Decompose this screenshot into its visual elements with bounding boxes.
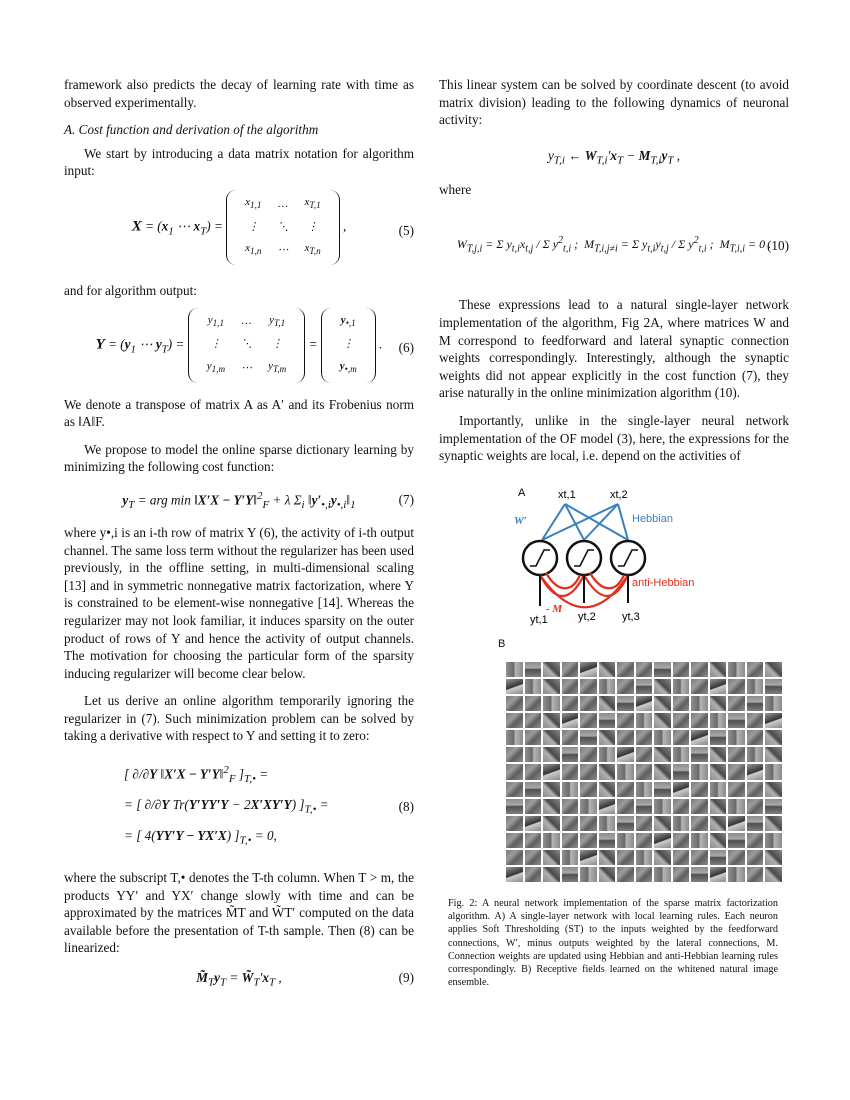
receptive-field-tile	[747, 833, 764, 848]
equation-number: (5)	[398, 223, 414, 239]
receptive-field-tile	[636, 850, 653, 865]
receptive-field-tile	[543, 799, 560, 814]
receptive-field-tile	[599, 867, 616, 882]
receptive-field-tile	[562, 764, 579, 779]
equation-5: $X = (x_1$ ⋯ $x_T$) = $x_{1,1}$ … $x_{T,1}$ ⋮ ⋱ ⋮ $x_{1,n}$ ⋯ $x_{T,n}$ , (5)	[64, 186, 414, 276]
receptive-field-tile	[673, 850, 690, 865]
receptive-field-tile	[599, 799, 616, 814]
receptive-field-tile	[562, 730, 579, 745]
receptive-field-tile	[765, 850, 782, 865]
receptive-field-tile	[636, 730, 653, 745]
receptive-field-tile	[617, 730, 634, 745]
receptive-field-tile	[599, 679, 616, 694]
receptive-field-tile	[636, 764, 653, 779]
input-label: xt,2	[610, 489, 628, 501]
paragraph: where the subscript T,• denotes the T-th column. When T > m, the products YY′ and YX′ change slowly with time and can be approximated by the matrices M̃T and W̃T′ computed on the data available before the presentation of T-th sample. Then (8) can be linearized:	[64, 870, 414, 956]
receptive-field-tile	[636, 782, 653, 797]
receptive-field-tile	[525, 747, 542, 762]
receptive-field-tile	[765, 730, 782, 745]
receptive-field-tile	[525, 730, 542, 745]
anti-hebbian-label: anti-Hebbian	[632, 577, 695, 589]
receptive-field-tile	[599, 747, 616, 762]
receptive-field-tile	[691, 850, 708, 865]
receptive-field-tile	[673, 713, 690, 728]
receptive-field-tile	[673, 764, 690, 779]
receptive-field-tile	[728, 782, 745, 797]
receptive-field-tile	[580, 747, 597, 762]
receptive-field-tile	[710, 833, 727, 848]
receptive-field-tile	[636, 662, 653, 677]
receptive-field-tile	[691, 696, 708, 711]
receptive-field-tile	[691, 833, 708, 848]
paragraph: framework also predicts the decay of learning rate with time as observed experimentally.	[64, 77, 414, 110]
receptive-field-tile	[747, 764, 764, 779]
receptive-field-tile	[525, 799, 542, 814]
receptive-field-tile	[506, 799, 523, 814]
network-diagram	[500, 478, 790, 638]
m-label: - M	[546, 603, 563, 615]
receptive-field-tile	[710, 764, 727, 779]
receptive-field-tile	[525, 850, 542, 865]
receptive-field-tile	[747, 799, 764, 814]
receptive-field-tile	[636, 867, 653, 882]
receptive-field-tile	[543, 747, 560, 762]
left-column	[64, 76, 414, 999]
receptive-field-tile	[747, 867, 764, 882]
receptive-field-tile	[506, 713, 523, 728]
receptive-fields-grid	[506, 662, 782, 882]
receptive-field-tile	[691, 679, 708, 694]
receptive-field-tile	[691, 867, 708, 882]
receptive-field-tile	[710, 730, 727, 745]
receptive-field-tile	[580, 764, 597, 779]
receptive-field-tile	[636, 816, 653, 831]
paragraph: and for algorithm output:	[64, 282, 197, 298]
receptive-field-tile	[543, 696, 560, 711]
receptive-field-tile	[506, 747, 523, 762]
receptive-field-tile	[765, 833, 782, 848]
receptive-field-tile	[765, 764, 782, 779]
receptive-field-tile	[673, 782, 690, 797]
receptive-field-tile	[654, 679, 671, 694]
equation-10: $W_{T,j,i} = \Sigma$ $y_{t,i}x_{t,j}$ / Σ $y^2_{t,i}$ ; $M_{T,i,j\ne i} = \Sigma$ $y_{t,i}y_{t,j}$ / Σ $y^2_{t,i}$ ; $M_{T,i,i} = 0$ . (10)	[456, 235, 789, 255]
receptive-field-tile	[617, 713, 634, 728]
receptive-field-tile	[728, 833, 745, 848]
receptive-field-tile	[562, 782, 579, 797]
receptive-field-tile	[543, 867, 560, 882]
receptive-field-tile	[747, 747, 764, 762]
hebbian-label: Hebbian	[632, 513, 673, 525]
receptive-field-tile	[654, 747, 671, 762]
receptive-field-tile	[562, 867, 579, 882]
equation-7: $y_T$ = arg min ‖X′X − Y′Y‖$^2_F$ + λ $\Sigma_i$ $‖y'_{•,i}y_{•,i}‖_1$ (7)	[122, 489, 414, 511]
receptive-field-tile	[599, 816, 616, 831]
receptive-field-tile	[654, 696, 671, 711]
receptive-field-tile	[617, 764, 634, 779]
right-column	[439, 76, 789, 465]
receptive-field-tile	[617, 782, 634, 797]
receptive-field-tile	[617, 799, 634, 814]
receptive-field-tile	[691, 816, 708, 831]
receptive-field-tile	[617, 662, 634, 677]
paragraph: We denote a transpose of matrix A as A′ and its Frobenius norm as ‖A‖F.	[64, 396, 414, 430]
receptive-field-tile	[710, 782, 727, 797]
equation-6: $Y = (y_1$ ⋯ $y_T$) = $y_{1,1}$ … $y_{T,1}$ ⋮ ⋱ ⋮ $y_{1,m}$ ⋯ $y_{T,m}$ = $y_{•,1}$ ⋮ $y_{•,m}$ . (6)	[64, 306, 414, 390]
receptive-field-tile	[710, 850, 727, 865]
receptive-field-tile	[636, 679, 653, 694]
panel-label-a: A	[518, 487, 526, 499]
receptive-field-tile	[525, 833, 542, 848]
receptive-field-tile	[654, 833, 671, 848]
receptive-field-tile	[728, 867, 745, 882]
receptive-field-tile	[765, 799, 782, 814]
receptive-field-tile	[636, 833, 653, 848]
paragraph: These expressions lead to a natural single-layer network implementation of the algorithm, Fig 2A, where matrices W and M correspond to feedforward and lateral synaptic connection weights correspondingly. Interestingly, although the synaptic weights did not appear explicitly in the cost function (7), they arise naturally in the online minimization algorithm (10).	[439, 297, 789, 401]
receptive-field-tile	[747, 850, 764, 865]
receptive-field-tile	[654, 730, 671, 745]
receptive-field-tile	[617, 850, 634, 865]
receptive-field-tile	[580, 662, 597, 677]
receptive-field-tile	[710, 799, 727, 814]
figure-panel-b	[498, 638, 790, 888]
receptive-field-tile	[673, 662, 690, 677]
receptive-field-tile	[562, 662, 579, 677]
equation-number: (8)	[398, 799, 414, 815]
receptive-field-tile	[543, 679, 560, 694]
receptive-field-tile	[599, 850, 616, 865]
receptive-field-tile	[506, 850, 523, 865]
receptive-field-tile	[654, 867, 671, 882]
receptive-field-tile	[747, 816, 764, 831]
equation-number: (9)	[398, 970, 414, 986]
receptive-field-tile	[636, 696, 653, 711]
receptive-field-tile	[765, 782, 782, 797]
receptive-field-tile	[673, 816, 690, 831]
receptive-field-tile	[543, 713, 560, 728]
receptive-field-tile	[728, 696, 745, 711]
equation-8: [ ∂/∂Y ‖X′X − Y′Y‖$^2_F$ ]$_{T,•}$ = = [ ∂/∂Y Tr(Y′YY′Y − 2X′XY′Y) ]$_{T,•}$ = = [ 4(YY′Y − YX′X) ]$_{T,•} = 0$, (8)	[124, 764, 414, 847]
receptive-field-tile	[525, 782, 542, 797]
receptive-field-tile	[636, 799, 653, 814]
receptive-field-tile	[710, 867, 727, 882]
receptive-field-tile	[710, 816, 727, 831]
receptive-field-tile	[765, 867, 782, 882]
receptive-field-tile	[506, 867, 523, 882]
receptive-field-tile	[580, 782, 597, 797]
receptive-field-tile	[506, 833, 523, 848]
paragraph: We propose to model the online sparse dictionary learning by minimizing the following cost function:	[64, 441, 414, 475]
receptive-field-tile	[543, 662, 560, 677]
receptive-field-tile	[691, 713, 708, 728]
receptive-field-tile	[525, 764, 542, 779]
receptive-field-tile	[543, 816, 560, 831]
panel-label-b: B	[498, 638, 506, 650]
receptive-field-tile	[728, 747, 745, 762]
receptive-field-tile	[506, 782, 523, 797]
paragraph: We start by introducing a data matrix notation for algorithm input:	[64, 145, 414, 179]
paragraph: This linear system can be solved by coordinate descent (to avoid matrix division) leading to the following dynamics of neuronal activity:	[439, 77, 789, 128]
receptive-field-tile	[765, 747, 782, 762]
receptive-field-tile	[673, 747, 690, 762]
input-label: xt,1	[558, 489, 576, 501]
receptive-field-tile	[525, 662, 542, 677]
receptive-field-tile	[580, 816, 597, 831]
receptive-field-tile	[543, 850, 560, 865]
receptive-field-tile	[765, 662, 782, 677]
receptive-field-tile	[728, 662, 745, 677]
receptive-field-tile	[562, 799, 579, 814]
receptive-field-tile	[654, 799, 671, 814]
paragraph: where y•,i is an i-th row of matrix Y (6), the activity of i-th output channel. The same loss term without the regularizer has been used previously, in the offline setting, in multi-dimensional scaling [13] and in symmetric nonnegative matrix factorization, where Y is constrained to be element-wise nonnegative [14]. Whereas the regularizer may not look familiar, it induces sparsity on the outer product of rows of Y and hence the activity of output channels. The motivation for choosing the particular form of the sparsity inducing regularizer will become clear below.	[64, 524, 414, 681]
receptive-field-tile	[599, 764, 616, 779]
equation-coordinate-descent: $y_{T,i}$ ← $W_{T,i}'x_T - M_{T,i}y_T$ ,	[547, 147, 681, 167]
receptive-field-tile	[525, 713, 542, 728]
receptive-field-tile	[580, 696, 597, 711]
receptive-field-tile	[654, 662, 671, 677]
receptive-field-tile	[525, 679, 542, 694]
receptive-field-tile	[710, 747, 727, 762]
receptive-field-tile	[673, 833, 690, 848]
receptive-field-tile	[580, 867, 597, 882]
receptive-field-tile	[673, 867, 690, 882]
receptive-field-tile	[636, 713, 653, 728]
receptive-field-tile	[617, 696, 634, 711]
receptive-field-tile	[543, 764, 560, 779]
receptive-field-tile	[562, 833, 579, 848]
output-label: yt,1	[530, 614, 548, 626]
receptive-field-tile	[599, 730, 616, 745]
receptive-field-tile	[525, 816, 542, 831]
receptive-field-tile	[765, 816, 782, 831]
receptive-field-tile	[728, 730, 745, 745]
receptive-field-tile	[710, 696, 727, 711]
receptive-field-tile	[506, 730, 523, 745]
receptive-field-tile	[599, 833, 616, 848]
receptive-field-tile	[691, 747, 708, 762]
receptive-field-tile	[728, 850, 745, 865]
receptive-field-tile	[747, 730, 764, 745]
receptive-field-tile	[580, 713, 597, 728]
receptive-field-tile	[654, 782, 671, 797]
receptive-field-tile	[654, 713, 671, 728]
receptive-field-tile	[506, 764, 523, 779]
receptive-field-tile	[765, 679, 782, 694]
receptive-field-tile	[543, 833, 560, 848]
receptive-field-tile	[506, 696, 523, 711]
receptive-field-tile	[580, 850, 597, 865]
receptive-field-tile	[710, 662, 727, 677]
figure-caption: Fig. 2: A neural network implementation of the sparse matrix factorization algorithm. A) A single-layer network with local learning rules. Each neuron applies Soft Thresholding (ST) to the inputs weighted by the feedforward connections, W′, minus outputs weighted by the lateral connections, M. Connection weights are updated using Hebbian and anti-Hebbian learning rules correspondingly. B) Receptive fields learned on the whitened natural image ensemble.	[448, 898, 778, 989]
receptive-field-tile	[728, 816, 745, 831]
receptive-field-tile	[747, 713, 764, 728]
receptive-field-tile	[691, 782, 708, 797]
receptive-field-tile	[747, 696, 764, 711]
receptive-field-tile	[599, 713, 616, 728]
figure-panel-a	[500, 478, 790, 638]
receptive-field-tile	[728, 713, 745, 728]
receptive-field-tile	[599, 696, 616, 711]
receptive-field-tile	[506, 679, 523, 694]
receptive-field-tile	[765, 713, 782, 728]
paragraph: Importantly, unlike in the single-layer neural network implementation of the OF model (3), here, the expressions for the synaptic weights are local, i.e. depend on the activities of	[439, 412, 789, 464]
equation-9: $M̃_Ty_T$ = $W̃_T'x_T$ , (9)	[196, 970, 414, 989]
w-label: W′	[514, 515, 527, 527]
receptive-field-tile	[543, 730, 560, 745]
receptive-field-tile	[580, 799, 597, 814]
receptive-field-tile	[691, 764, 708, 779]
receptive-field-tile	[673, 799, 690, 814]
output-label: yt,2	[578, 611, 596, 623]
receptive-field-tile	[617, 867, 634, 882]
equation-number: (6)	[398, 339, 414, 355]
receptive-field-tile	[673, 696, 690, 711]
receptive-field-tile	[617, 833, 634, 848]
receptive-field-tile	[691, 662, 708, 677]
receptive-field-tile	[617, 747, 634, 762]
feedforward-connections	[542, 504, 628, 540]
receptive-field-tile	[654, 850, 671, 865]
receptive-field-tile	[710, 713, 727, 728]
receptive-field-tile	[691, 730, 708, 745]
section-heading: A. Cost function and derivation of the algorithm	[64, 122, 319, 138]
receptive-field-tile	[580, 730, 597, 745]
equation-number: (7)	[398, 492, 414, 508]
receptive-field-tile	[562, 816, 579, 831]
receptive-field-tile	[562, 713, 579, 728]
receptive-field-tile	[765, 696, 782, 711]
output-label: yt,3	[622, 611, 640, 623]
receptive-field-tile	[543, 782, 560, 797]
receptive-field-tile	[654, 764, 671, 779]
receptive-field-tile	[599, 662, 616, 677]
paragraph: where	[439, 181, 472, 197]
receptive-field-tile	[728, 679, 745, 694]
receptive-field-tile	[747, 662, 764, 677]
figure-2	[500, 478, 790, 888]
receptive-field-tile	[580, 679, 597, 694]
receptive-field-tile	[617, 679, 634, 694]
receptive-field-tile	[506, 816, 523, 831]
receptive-field-tile	[599, 782, 616, 797]
receptive-field-tile	[673, 730, 690, 745]
receptive-field-tile	[562, 747, 579, 762]
receptive-field-tile	[580, 833, 597, 848]
receptive-field-tile	[506, 662, 523, 677]
receptive-field-tile	[747, 782, 764, 797]
receptive-field-tile	[673, 679, 690, 694]
receptive-field-tile	[525, 696, 542, 711]
receptive-field-tile	[525, 867, 542, 882]
receptive-field-tile	[654, 816, 671, 831]
receptive-field-tile	[636, 747, 653, 762]
paragraph: Let us derive an online algorithm temporarily ignoring the regularizer in (7). Such minimization problem can be solved by taking a derivative with respect to Y and setting it to zero:	[64, 693, 414, 744]
equation-number: (10)	[767, 238, 789, 254]
receptive-field-tile	[562, 696, 579, 711]
receptive-field-tile	[747, 679, 764, 694]
receptive-field-tile	[562, 850, 579, 865]
receptive-field-tile	[728, 799, 745, 814]
receptive-field-tile	[691, 799, 708, 814]
receptive-field-tile	[710, 679, 727, 694]
receptive-field-tile	[562, 679, 579, 694]
receptive-field-tile	[617, 816, 634, 831]
receptive-field-tile	[728, 764, 745, 779]
